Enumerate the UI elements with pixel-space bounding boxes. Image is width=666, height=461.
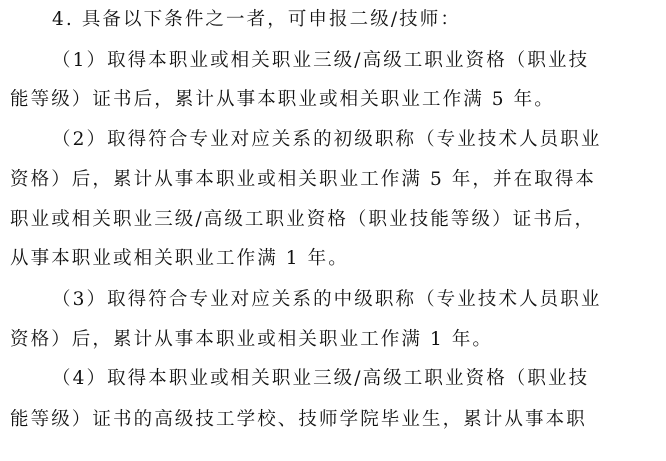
item-2-line-3: 职业或相关职业三级/高级工职业资格（职业技能等级）证书后，: [10, 209, 596, 230]
section-heading: 4. 具备以下条件之一者，可申报二级/技师：: [52, 9, 461, 30]
item-1-line-2: 能等级）证书后，累计从事本职业或相关职业工作满 5 年。: [10, 89, 555, 110]
item-3-line-2: 资格）后，累计从事本职业或相关职业工作满 1 年。: [10, 329, 494, 350]
item-1-line-1: （1）取得本职业或相关职业三级/高级工职业资格（职业技: [52, 50, 590, 71]
item-2-line-2: 资格）后，累计从事本职业或相关职业工作满 5 年，并在取得本: [10, 169, 597, 190]
item-4-line-1: （4）取得本职业或相关职业三级/高级工职业资格（职业技: [52, 368, 590, 389]
item-4-line-2: 能等级）证书的高级技工学校、技师学院毕业生，累计从事本职: [10, 409, 587, 430]
item-3-line-1: （3）取得符合专业对应关系的中级职称（专业技术人员职业: [52, 289, 602, 310]
item-2-line-1: （2）取得符合专业对应关系的初级职称（专业技术人员职业: [52, 129, 602, 150]
item-2-line-4: 从事本职业或相关职业工作满 1 年。: [10, 248, 349, 269]
